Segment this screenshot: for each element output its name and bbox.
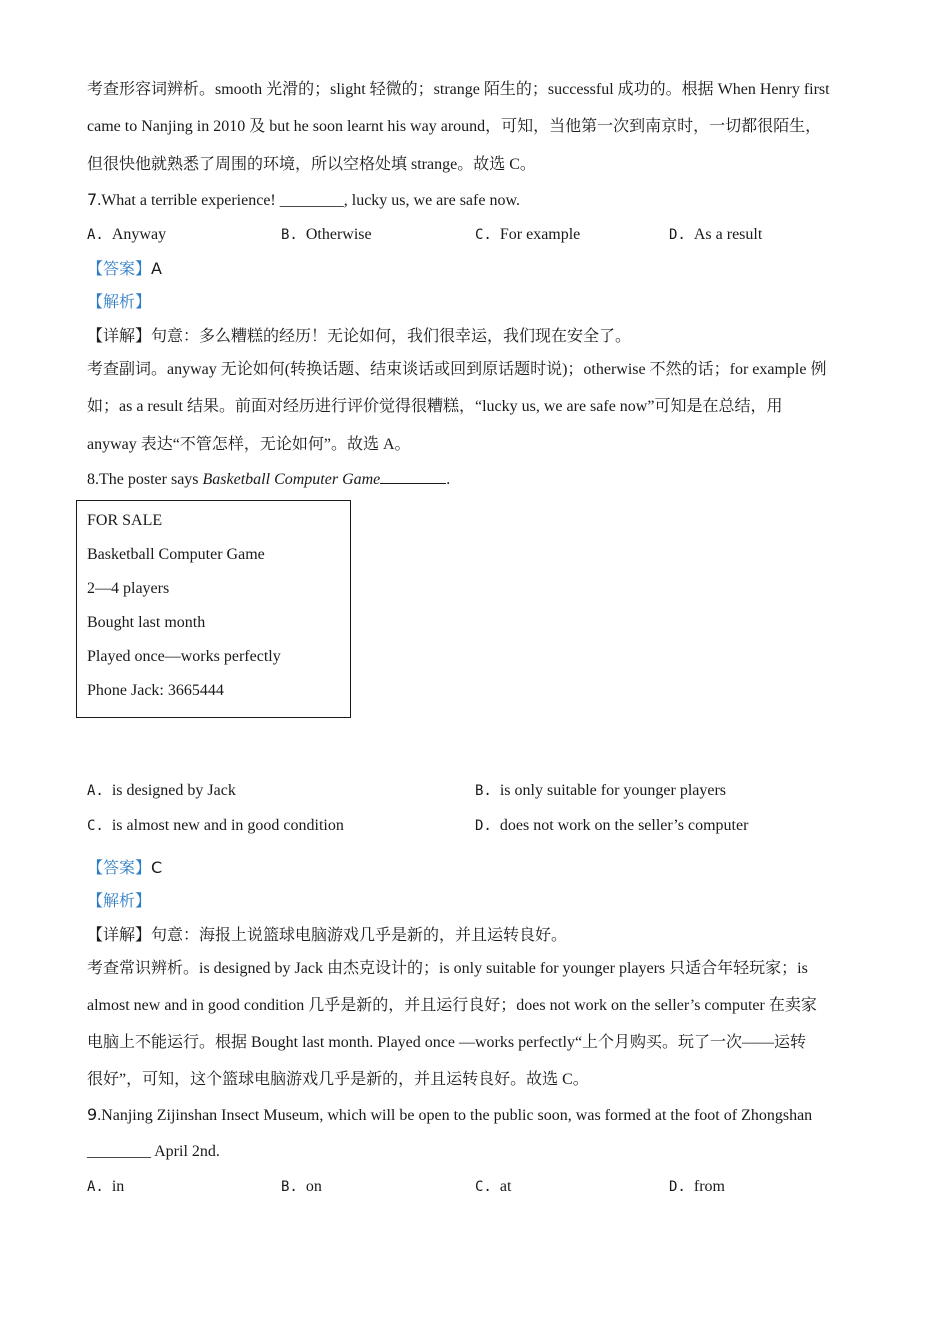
option-text: Otherwise	[305, 226, 372, 243]
option-label: D.	[669, 1179, 686, 1195]
q8-explanation-3: 电脑上不能运行。根据 Bought last month. Played once —works perfectly“上个月购买。玩了一次——运转	[87, 1034, 807, 1051]
q6-analysis-line-1: 考查形容词辨析。smooth 光滑的；slight 轻微的；strange 陌生的；successful 成功的。根据 When Henry first	[87, 81, 830, 98]
option-label: B.	[281, 1179, 298, 1195]
option-text: does not work on the seller’s computer	[499, 817, 749, 834]
q8-analysis-tag: 【解析】	[87, 893, 152, 910]
q7-number: 7	[87, 190, 98, 209]
q7-stem-text: .What a terrible experience! ________, lucky us, we are safe now.	[97, 192, 520, 209]
detail-tag: 【详解】	[87, 927, 152, 944]
q7-option-b[interactable]	[281, 225, 372, 245]
option-text: at	[499, 1178, 512, 1195]
q7-option-d[interactable]	[669, 225, 762, 245]
q8-option-a[interactable]	[87, 781, 236, 801]
q9-stem-text: .Nanjing Zijinshan Insect Museum, which will be open to the public soon, was formed at the foot of Zhongshan	[97, 1107, 813, 1124]
option-text: For example	[499, 226, 581, 243]
q7-explanation-2: 如；as a result 结果。前面对经历进行评价觉得很糟糕，“lucky us, we are safe now”可知是在总结，用	[87, 398, 783, 415]
detail-text: 句意：海报上说篮球电脑游戏几乎是新的，并且运转良好。	[151, 927, 568, 944]
option-label: A.	[87, 227, 104, 243]
poster-line: 2—4 players	[87, 580, 170, 597]
q7-answer	[87, 259, 162, 280]
option-label: C.	[87, 818, 104, 834]
q7-explanation-3: anyway 表达“不管怎样，无论如何”。故选 A。	[87, 436, 411, 453]
option-text: from	[693, 1178, 725, 1195]
q7-analysis-tag: 【解析】	[87, 294, 152, 311]
q8-answer	[87, 858, 162, 879]
option-label: C.	[475, 1179, 492, 1195]
q9-option-c[interactable]	[475, 1177, 511, 1197]
q8-option-d[interactable]	[475, 816, 748, 836]
q8-detail	[87, 926, 567, 946]
option-label: A.	[87, 1179, 104, 1195]
option-label: A.	[87, 783, 104, 799]
answer-tag: 【答案】	[87, 860, 152, 877]
answer-value: A	[151, 259, 162, 278]
q9-option-d[interactable]	[669, 1177, 725, 1197]
for-sale-poster	[76, 500, 351, 718]
q8-option-b[interactable]	[475, 781, 726, 801]
detail-tag: 【详解】	[87, 328, 152, 345]
option-label: B.	[281, 227, 298, 243]
answer-value: C	[151, 858, 163, 877]
q9-option-a[interactable]	[87, 1177, 124, 1197]
option-text: in	[111, 1178, 125, 1195]
q7-option-c[interactable]	[475, 225, 580, 245]
q9-option-b[interactable]	[281, 1177, 322, 1197]
q7-option-a[interactable]	[87, 225, 166, 245]
poster-line: Phone Jack: 3665444	[87, 682, 224, 699]
q8-explanation-2: almost new and in good condition 几乎是新的，并且运行良好；does not work on the seller’s computer 在卖家	[87, 997, 817, 1014]
q9-stem-line-1	[87, 1105, 812, 1126]
detail-text: 句意：多么糟糕的经历！无论如何，我们很幸运，我们现在安全了。	[151, 328, 632, 345]
q7-detail	[87, 327, 631, 347]
option-label: D.	[475, 818, 492, 834]
q8-explanation-4: 很好”，可知，这个篮球电脑游戏几乎是新的，并且运转良好。故选 C。	[87, 1071, 589, 1088]
poster-line: Played once—works perfectly	[87, 648, 281, 665]
q8-stem	[87, 469, 450, 490]
option-text: is only suitable for younger players	[499, 782, 727, 799]
q9-number: 9	[87, 1105, 98, 1124]
option-label: D.	[669, 227, 686, 243]
option-label: C.	[475, 227, 492, 243]
poster-line: Bought last month	[87, 614, 206, 631]
option-text: on	[305, 1178, 322, 1195]
option-text: is almost new and in good condition	[111, 817, 344, 834]
q9-stem-line-2: ________ April 2nd.	[87, 1143, 220, 1160]
q6-analysis-line-3: 但很快他就熟悉了周围的环境，所以空格处填 strange。故选 C。	[87, 156, 536, 173]
answer-blank	[380, 469, 446, 484]
poster-line: FOR SALE	[87, 512, 163, 529]
poster-line: Basketball Computer Game	[87, 546, 265, 563]
q8-option-c[interactable]	[87, 816, 344, 836]
answer-tag: 【答案】	[87, 261, 152, 278]
q6-analysis-line-2: came to Nanjing in 2010 及 but he soon learnt his way around，可知，当他第一次到南京时，一切都很陌生，	[87, 118, 822, 135]
option-label: B.	[475, 783, 492, 799]
option-text: As a result	[693, 226, 763, 243]
q8-explanation-1: 考查常识辨析。is designed by Jack 由杰克设计的；is only suitable for younger players 只适合年轻玩家；is	[87, 960, 808, 977]
q7-explanation-1: 考查副词。anyway 无论如何(转换话题、结束谈话或回到原话题时说)；otherwise 不然的话；for example 例	[87, 361, 827, 378]
option-text: is designed by Jack	[111, 782, 236, 799]
q8-stem-italic: Basketball Computer Game	[202, 471, 381, 488]
q8-stem-prefix: 8.The poster says	[87, 471, 203, 488]
q8-stem-suffix: .	[446, 471, 451, 488]
q7-stem	[87, 190, 520, 211]
option-text: Anyway	[111, 226, 167, 243]
